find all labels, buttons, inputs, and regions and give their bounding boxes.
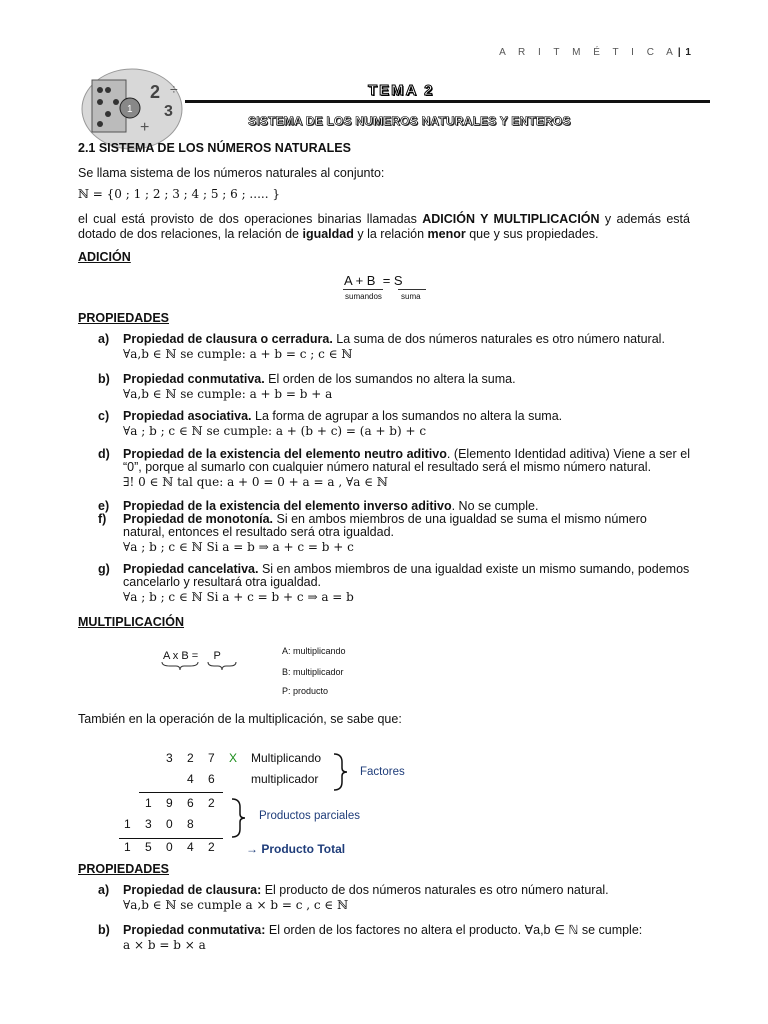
factores-brace	[330, 752, 350, 792]
multiplicacion-heading: MULTIPLICACIÓN	[78, 615, 185, 629]
svg-text:2: 2	[150, 82, 161, 102]
mult-intro: También en la operación de la multiplicación, se sabe que:	[78, 712, 402, 726]
rule-2	[119, 838, 223, 839]
prop-f-monotonia: f) Propiedad de monotonía. Si en ambos miembros de una igualdad se suma el mismo número natural, entonces el resultado será otra igualdad. ∀a ; b ; c ∈ ℕ Si a = b ⇒ a + c = b + c	[98, 512, 647, 554]
prop-e-inverso: e) Propiedad de la existencia del elemento inverso aditivo. No se cumple.	[98, 499, 539, 513]
natural-set: ℕ = {0 ; 1 ; 2 ; 3 ; 4 ; 5 ; 6 ; ..... }	[78, 187, 280, 201]
intro-text: Se llama sistema de los números naturales al conjunto:	[78, 166, 385, 180]
page-number: | 1	[677, 47, 692, 58]
sumandos-label: sumandos	[345, 292, 382, 301]
prop-a-clausura: a) Propiedad de clausura o cerradura. La suma de dos números naturales es otro número natural. ∀a,b ∈ ℕ se cumple: a + b = c ; c ∈ ℕ	[98, 332, 665, 361]
mult-formula: A x B = P	[163, 650, 221, 662]
prop-b-conmutativa: b) Propiedad conmutativa. El orden de los sumandos no altera la suma. ∀a,b ∈ ℕ se cumple: a + b = b + a	[98, 372, 516, 401]
prop-c-asociativa: c) Propiedad asociativa. La forma de agrupar a los sumandos no altera la suma. ∀a ; b ; c ∈ ℕ se cumple: a + (b + c) = (a + b) + c	[98, 409, 563, 438]
svg-text:+: +	[140, 119, 150, 136]
svg-text:1: 1	[127, 104, 133, 115]
rule-1	[139, 792, 223, 793]
parciales-brace	[228, 797, 248, 839]
mult-underbraces	[160, 660, 240, 672]
mult-prop-a-clausura: a) Propiedad de clausura: El producto de dos números naturales es otro número natural. ∀a,b ∈ ℕ se cumple a × b = c , c ∈ ℕ	[98, 883, 609, 912]
formula-underline-lhs	[343, 289, 383, 290]
tema-title: TEMA 2	[368, 82, 435, 99]
formula-underline-rhs	[398, 289, 426, 290]
subject-label: A R I T M É T I C A	[499, 47, 678, 58]
partial-row-2: 1 3 0 8	[124, 817, 194, 831]
legend-p: P: producto	[282, 686, 329, 696]
prop-g-cancelativa: g) Propiedad cancelativa. Si en ambos miembros de una igualdad existe un mismo sumando, podemos cancelarlo y resultará otra igualdad. ∀a ; b ; c ∈ ℕ Si a + c = b + c ⇒ a = b	[98, 562, 690, 604]
addition-formula	[344, 273, 403, 288]
suma-label: suma	[401, 292, 421, 301]
formula-rhs: = S	[382, 273, 403, 288]
parciales-label: Productos parciales	[259, 810, 360, 822]
section-heading: 2.1 SISTEMA DE LOS NÚMEROS NATURALES	[78, 141, 351, 155]
multiplicand-row: 3 2 7 X Multiplicando	[166, 751, 322, 765]
propiedades-heading-adicion: PROPIEDADES	[78, 311, 169, 325]
total-row: 1 5 0 4 2	[124, 840, 215, 854]
producto-total-label: → Producto Total	[246, 842, 346, 856]
title-rule	[185, 100, 710, 103]
partial-row-1: 1 9 6 2	[145, 796, 215, 810]
legend-b: B: multiplicador	[282, 667, 344, 677]
tema-subtitle: SISTEMA DE LOS NUMEROS NATURALES Y ENTEROS	[248, 114, 571, 128]
mult-prop-b-conmutativa: b) Propiedad conmutativa: El orden de los factores no altera el producto. ∀a,b ∈ ℕ se cumple: a × b = b × a	[98, 923, 643, 952]
multiplier-row: 4 6 multiplicador	[187, 772, 319, 786]
description-paragraph: el cual está provisto de dos operaciones binarias llamadas ADICIÓN Y MULTIPLICACIÓN y además está dotado de dos relaciones, la relación de igualdad y la relación menor que y sus propiedades.	[78, 212, 690, 241]
legend-a: A: multiplicando	[282, 646, 346, 656]
adicion-heading: ADICIÓN	[78, 250, 131, 264]
page-header	[499, 47, 692, 58]
factores-label: Factores	[360, 766, 405, 778]
formula-lhs: A + B	[344, 273, 376, 288]
math-logo-image	[80, 66, 190, 152]
prop-d-neutro: d) Propiedad de la existencia del elemento neutro aditivo. (Elemento Identidad aditiva) Viene a ser el “0”, porque al sumarlo con cualquier número natural el resultado será el mismo número natural. ∃! 0 ∈ ℕ tal que: a + 0 = 0 + a = a , ∀a ∈ ℕ	[98, 447, 690, 489]
svg-text:÷: ÷	[170, 81, 178, 97]
propiedades-heading-mult: PROPIEDADES	[78, 862, 169, 876]
svg-text:3: 3	[164, 103, 173, 120]
